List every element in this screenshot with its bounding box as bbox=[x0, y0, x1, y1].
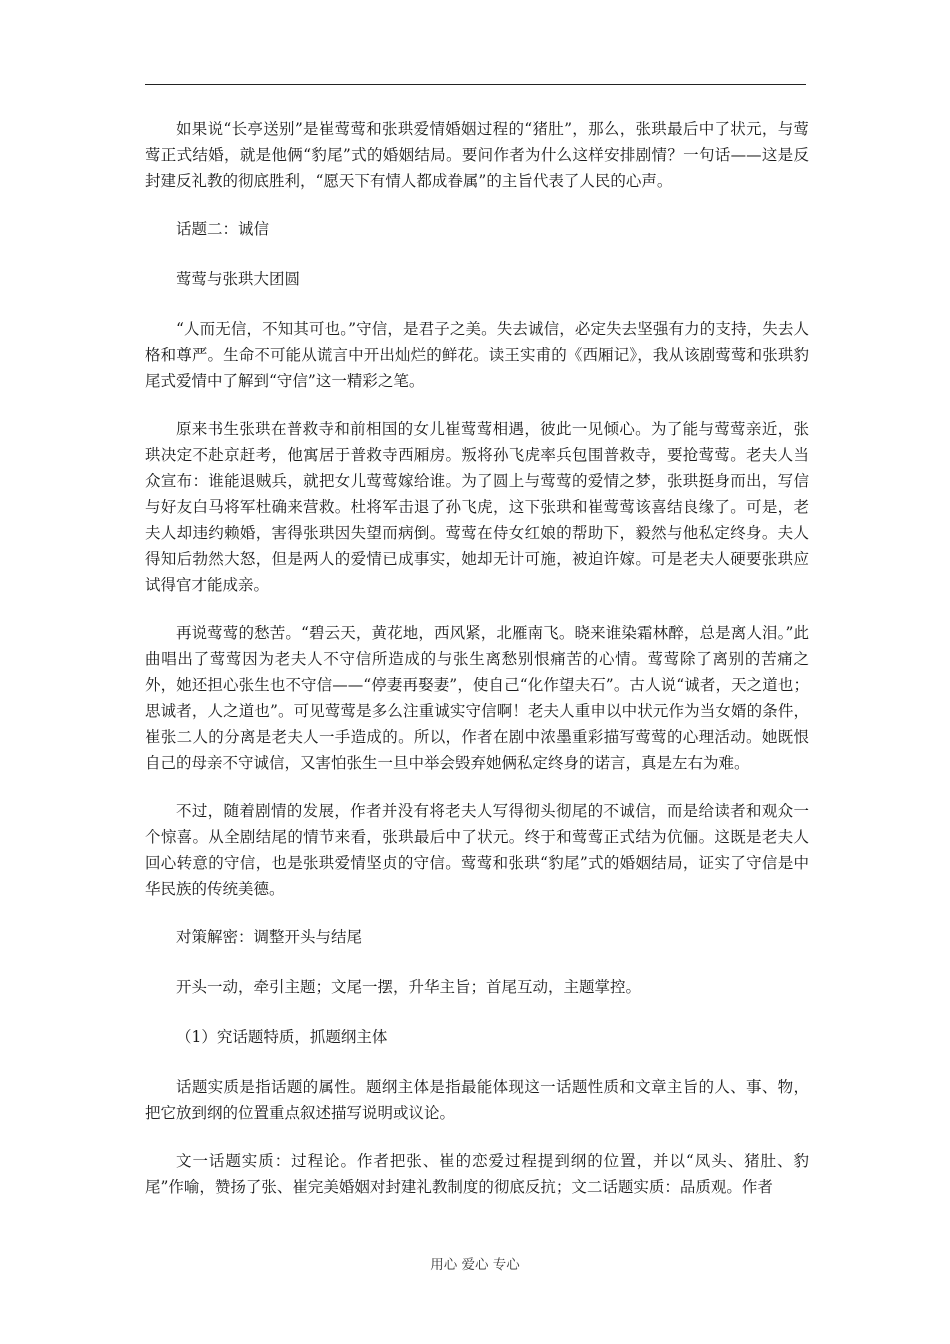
paragraph: 再说莺莺的愁苦。“碧云天，黄花地，西风紧，北雁南飞。晓来谁染霜林醉，总是离人泪。”此曲唱出了莺莺因为老夫人不守信所造成的与张生离愁别恨痛苦的心情。莺莺除了离别的苦痛之外，她还担心张生也不守信——“停妻再娶妻”，使自己“化作望夫石”。古人说“诚者，天之道也；思诚者，人之道也”。可见莺莺是多么注重诚实守信啊！老夫人重申以中状元作为当女婿的条件，崔张二人的分离是老夫人一手造成的。所以，作者在剧中浓墨重彩描写莺莺的心理活动。她既恨自己的母亲不守诚信，又害怕张生一旦中举会毁弃她俩私定终身的诺言，真是左右为难。 bbox=[145, 624, 809, 772]
document-body bbox=[145, 116, 809, 1222]
section-heading: 对策解密：调整开头与结尾 bbox=[176, 928, 363, 946]
paragraph: 原来书生张珙在普救寺和前相国的女儿崔莺莺相遇，彼此一见倾心。为了能与莺莺亲近，张珙决定不赴京赶考，他寓居于普救寺西厢房。叛将孙飞虎率兵包围普救寺，要抢莺莺。老夫人当众宣布：谁能退贼兵，就把女儿莺莺嫁给谁。为了圆上与莺莺的爱情之梦，张珙挺身而出，写信与好友白马将军杜确来营救。杜将军击退了孙飞虎，这下张珙和崔莺莺该喜结良缘了。可是，老夫人却违约赖婚，害得张珙因失望而病倒。莺莺在侍女红娘的帮助下，毅然与他私定终身。夫人得知后勃然大怒，但是两人的爱情已成事实，她却无计可施，被迫许嫁。可是老夫人硬要张珙应试得官才能成亲。 bbox=[145, 420, 809, 594]
paragraph: 话题实质是指话题的属性。题纲主体是指最能体现这一话题性质和文章主旨的人、事、物，把它放到纲的位置重点叙述描写说明或议论。 bbox=[145, 1078, 809, 1122]
page-footer: 用心 爱心 专心 bbox=[430, 1257, 520, 1273]
paragraph: 文一话题实质：过程论。作者把张、崔的恋爱过程提到纲的位置，并以“凤头、猪肚、豹尾”作喻，赞扬了张、崔完美婚姻对封建礼教制度的彻底反抗；文二话题实质：品质观。作者 bbox=[145, 1152, 809, 1196]
header-rule bbox=[145, 84, 806, 85]
paragraph: “人而无信，不知其可也。”守信，是君子之美。失去诚信，必定失去坚强有力的支持，失去人格和尊严。生命不可能从谎言中开出灿烂的鲜花。读王实甫的《西厢记》，我从该剧莺莺和张珙豹尾式爱情中了解到“守信”这一精彩之笔。 bbox=[145, 320, 809, 390]
subsection-heading: （1）究话题特质，抓题纲主体 bbox=[176, 1028, 388, 1046]
essay-title: 莺莺与张珙大团圆 bbox=[176, 270, 301, 288]
paragraph-intro: 如果说“长亭送别”是崔莺莺和张珙爱情婚姻过程的“猪肚”，那么，张珙最后中了状元，与莺莺正式结婚，就是他俩“豹尾”式的婚姻结局。要问作者为什么这样安排剧情？一句话——这是反封建反礼教的彻底胜利，“愿天下有情人都成眷属”的主旨代表了人民的心声。 bbox=[145, 120, 809, 190]
topic-heading: 话题二：诚信 bbox=[176, 220, 270, 238]
paragraph: 不过，随着剧情的发展，作者并没有将老夫人写得彻头彻尾的不诚信，而是给读者和观众一个惊喜。从全剧结尾的情节来看，张珙最后中了状元。终于和莺莺正式结为伉俪。这既是老夫人回心转意的守信，也是张珙爱情坚贞的守信。莺莺和张珙“豹尾”式的婚姻结局，证实了守信是中华民族的传统美德。 bbox=[145, 802, 809, 898]
paragraph: 开头一动，牵引主题；文尾一摆，升华主旨；首尾互动，主题掌控。 bbox=[176, 978, 642, 996]
